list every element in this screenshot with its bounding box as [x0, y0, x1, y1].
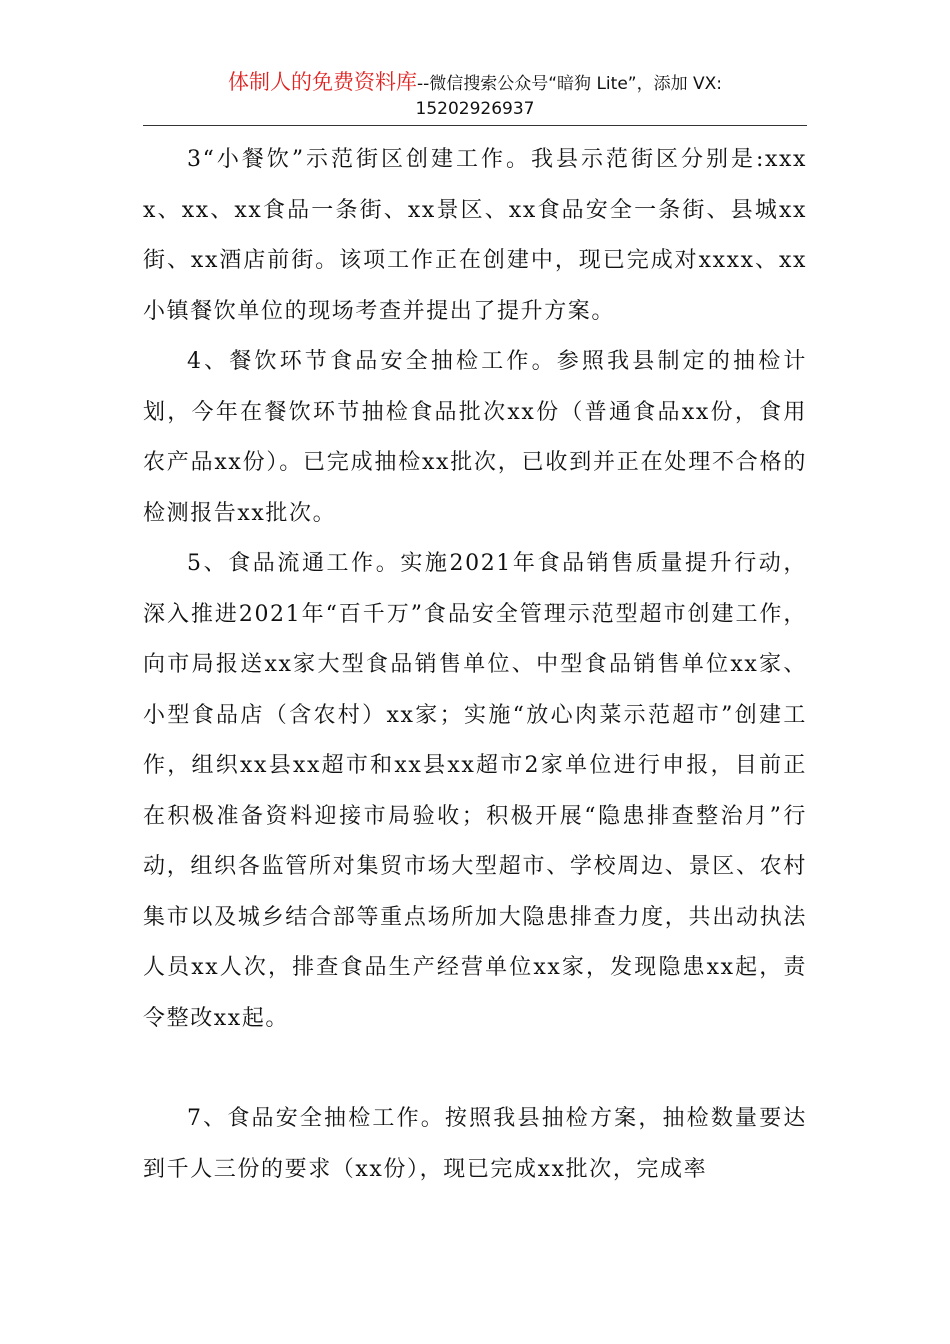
paragraph-5-food-circulation: 5、食品流通工作。实施2021年食品销售质量提升行动，深入推进2021年“百千万”食品安全管理示范型超市创建工作，向市局报送xx家大型食品销售单位、中型食品销售单位xx家、小型食品店（含农村）xx家；实施“放心肉菜示范超市”创建工作，组织xx县xx超市和xx县xx超市2家单位进行申报，目前正在积极准备资料迎接市局验收；积极开展“隐患排查整治月”行动，组织各监管所对集贸市场大型超市、学校周边、景区、农村集市以及城乡结合部等重点场所加大隐患排查力度，共出动执法人员xx人次，排查食品生产经营单位xx家，发现隐患xx起，责令整改xx起。 [143, 551, 807, 1031]
document-body [143, 135, 807, 1195]
paragraph-4-catering-sampling: 4、餐饮环节食品安全抽检工作。参照我县制定的抽检计划，今年在餐饮环节抽检食品批次xx份（普通食品xx份，食用农产品xx份）。已完成抽检xx批次，已收到并正在处理不合格的检测报告xx批次。 [143, 349, 807, 526]
paragraph-3-small-catering: 3“小餐饮”示范街区创建工作。我县示范街区分别是:xxxx、xx、xx食品一条街、xx景区、xx食品安全一条街、县城xx街、xx酒店前街。该项工作正在创建中，现已完成对xxxx、xx小镇餐饮单位的现场考查并提出了提升方案。 [143, 147, 807, 324]
header-phone: 15202926937 [415, 99, 535, 119]
paragraph-7-food-sampling: 7、食品安全抽检工作。按照我县抽检方案，抽检数量要达到千人三份的要求（xx份），现已完成xx批次，完成率 [143, 1106, 807, 1182]
header-divider [143, 125, 807, 126]
header-brand: 体制人的免费资料库 [227, 70, 417, 94]
page-header [143, 70, 807, 122]
header-line1-rest: --微信搜索公众号“暗狗 Lite”，添加 VX: [416, 74, 722, 94]
